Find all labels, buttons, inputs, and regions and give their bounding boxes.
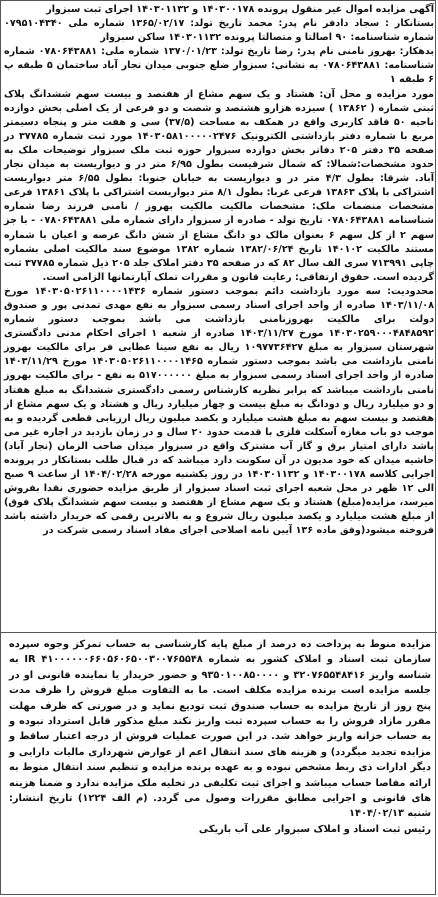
notice-main-section xyxy=(4,3,434,539)
notice-title: آگهی مزایده اموال غیر منقول پرونده ۱۴۰۳۰۰۱۷۸ و ۱۴۰۳۰۱۱۳۲ اجرای ثبت سبزوار xyxy=(46,4,434,15)
notice-terms-section xyxy=(9,637,431,837)
restrictions-paragraph: محدودیت: سه مورد بازداشت دائم بموجب دستور شماره ۱۴۰۳۰۵۰۲۶۱۱۰۰۰۰۱۴۳۶ مورخ ۱۴۰۳/۱۱/۰۸ صادره از واحد اجرای اسناد رسمی سبزوار به نفع مهدی تمدنی پور و صندوق دولت برای مالکیت بهروزنامنی بازداشت می باشد بموجب دستور شماره ۱۴۰۳۰۲۵۹۰۰۰۴۸۴۸۵۹۲ مورخ ۱۴۰۳/۱۱/۲۷ صادره از شعبه ۱ اجرای احکام مدنی دادگستری شهرستان سبزوار به مبلغ ۱۰۹۷۷۳۶۴۲۷ ریال به نفع سینا عطایی فر برای مالکیت بهروز نامنی بازداشت می باشد بموجب دستور شماره ۱۴۰۳۰۵۰۲۶۱۱۰۰۰۰۱۴۶۵ مورخ ۱۴۰۳/۱۱/۲۹ صادره از واحد اجرای اسناد رسمی سبزوار به مبلغ ۵۱۷۰۰۰۰۰۰ به نفع - برای مالکیت بهروز نامنی بازداشت میباشد که برابر نظریه کارشناس رسمی دادگستری ششدانگ به مبلغ هفتاد و دو میلیارد ریال و دودانگ به مبلغ بیست و چهار میلیارد ریال و هشتاد و یک سهم مشاع از هفتصد و بیست سهم به مبلغ هشت میلیارد و یکصد میلیون ریال ارزیابی قطعی گردیده و به موجب دو باب مغازه آسکلت فلزی با قدمت حدود ۲۰ سال و در زمان بازدید در اجاره غیر می باشد دارای امتیاز برق و گاز آب مشترک واقع در سبزوار میدان صاحب الزمان (نجار آباد) حاشیه میدان که خود مدیون در آن سکونت دارد میباشد که در قبال طلب بستانکار در پرونده اجرایی کلاسه ۱۴۰۳۰۰۱۷۸ و ۱۴۰۳۰۱۱۳۲ در روز یکشنبه مورخه ۱۴۰۴/۰۲/۲۸ از ساعت ۹ صبح الی ۱۲ ظهر در محل شعبه اجرای ثبت اسناد سبزوار از طریق مزایده حضوری نقدا بفروش میرسد، مزایده(مبلغ) هشتاد و یک سهم مشاع از هفتصد و بیست سهم ششدانگ پلاک فوق) از مبلغ هشت میلیارد و یکصد میلیون ریال شروع و به بالاترین رقمی که خریدار داشته باشد فروخته میشود(وفق ماده ۱۳۶ آیین نامه اصلاحی اجرای مفاد اسناد رسمی شرکت در xyxy=(4,285,435,537)
creditor-paragraph: بستانکار : سجاد دادفر نام پدر: محمد تاریخ تولد: ۱۳۶۵/۰۲/۱۷ شماره ملی ۰۷۹۵۱۰۴۳۴۰ شماره شناسنامه: ۹۰ اصالتا و متصالتا پرونده ۱۴۰۳۰۱۱۳۲ ساکن سبزوار xyxy=(4,18,434,44)
signature-line: رئیس ثبت اسناد و املاک سبزوار علی آب باریکی xyxy=(198,823,431,835)
terms-paragraph: مزایده منوط به پرداخت ده درصد از مبلغ پایه کارشناسی به حساب تمرکز وجوه سپرده سازمان ثبت اسناد و املاک کشور به شماره ۴۱۰۰۰۰۰۰۶۶۰۵۶۰۶۵۰۰۳۰۰۷۶۵۵۴۸ IR به شناسه واریز ۳۲۰۷۶۵۵۴۸۴۱۶ و ۹۳۵۰۱۰۰۸۵۰۰۰۰ و حضور خریدار یا نماینده قانونی او در جلسه مزایده است برنده مزایده مکلف است. ما به التفاوت مبلغ فروش را ظرف مدت پنج روز از تاریخ مزایده به حساب صندوق ثبت تودیع نماید و در صورتی که ظرف مهلت مقرر مازاد فروش را به حساب سپرده ثبت واریز نکند مبلغ مذکور قابل استرداد نبوده و به حساب خزانه واریز خواهد شد. در این صورت عملیات فروش از درجه اعتبار ساقط و مزایده تجدید میگردد) و هزینه های سند انتقال اعم از عوارض شهرداری مالیات دارایی و دیگر ادارات ذی ربط مشخص نبوده و به عهده برنده مزایده و تنظیم سند انتقال منوط به ارائه مفاصا حساب میباشد و اجرای ثبت تکلیفی در تخلیه ملک مزایده ندارد و ضمنا هزینه های قانونی و اجرایی مطابق مقررات وصول می گردد. (م الف ۱۲۲۴) تاریخ انتشار: شنبه ۱۴۰۴/۰۲/۱۳ xyxy=(9,639,431,820)
property-description: مورد مزایده و محل آن: هشتاد و یک سهم مشاع از هفتصد و بیست سهم ششدانگ پلاک ثبتی شماره ( ۱۳۸۶۲ ) سیزده هزارو هشتصد و شصت و دو فرعی از یک اصلی بخش دوازده ناحیه ۵۰ فاقد کاربری واقع در همکف به مساحت (۳۷/۵) سی و هفت متر و پنجاه دسیمتر مربع با شماره دفتر بازداشتی الکترونیک ۱۴۰۳۰۵۸۱۰۰۰۰۰۲۴۷۶ مورد ثبت شماره ۳۷۷۸۵ در صفحه ۳۵ دفتر ۲۰۵ دفاتر بخش دوازده سبزوار حوزه ثبت ملک سبزوار توضیحات ملک به حدود مشخصات:شمالا: که شمال شرقیست بطول ۶/۹۵ متر در و دیواریست به میدان نجار آباد. شرقا: بطول ۴/۳ متر در و دیواریست به خیابان جنوبا: بطول ۶/۵۵ متر دیواریست اشتراکی با پلاک ۱۳۸۶۳ فرعی غربا: بطول ۸/۱ متر دیواریست اشتراکی با پلاک ۱۳۸۶۱ فرعی مشخصات منضمات ملک: مشخصات مالکیت مالکیت بهروز / نامنی فرزند رضا شماره شناسنامه ۰۷۸۰۶۴۳۸۸۱ تاریخ تولد - صادره از سبزوار دارای شماره ملی ۰۷۸۰۶۴۳۸۸۱ - با جز سهم ۲ از کل سهم ۶ بعنوان مالک دو دانگ مشاع از شش دانگ عرصه و اعیان با شماره مستند مالکیت ۱۴۰۱۰۲ تاریخ ۱۳۸۲/۰۶/۲۴ شماره ۱۳۸۲ موضوع سند مالکیت اصلی بشماره چاپی ۷۱۳۹۹۱ سری الف سال ۸۲ که در صفحه ۳۵ دفتر املاک جلد ۲۰۵ ذیل شماره ۳۷۷۸۵ ثبت گردیده است. حقوق ارتفاقی: رعایت قانون و مقررات تملک آپارتمانها الزامی است. xyxy=(4,88,435,283)
debtor-paragraph: بدهکار: بهروز نامنی نام پدر: رضا تاریخ تولد: ۱۳۷۰/۰۱/۲۳ شماره ملی: ۰۷۸۰۶۴۳۸۸۱ شماره شناسنامه: ۰۷۸۰۶۴۳۸۸۱ به نشانی: سبزوار ضلع جنوبی میدان نجار آباد ساختمان ۵ طبقه پ ۶ طبقه ۱ xyxy=(4,46,434,86)
section-divider xyxy=(1,632,437,633)
